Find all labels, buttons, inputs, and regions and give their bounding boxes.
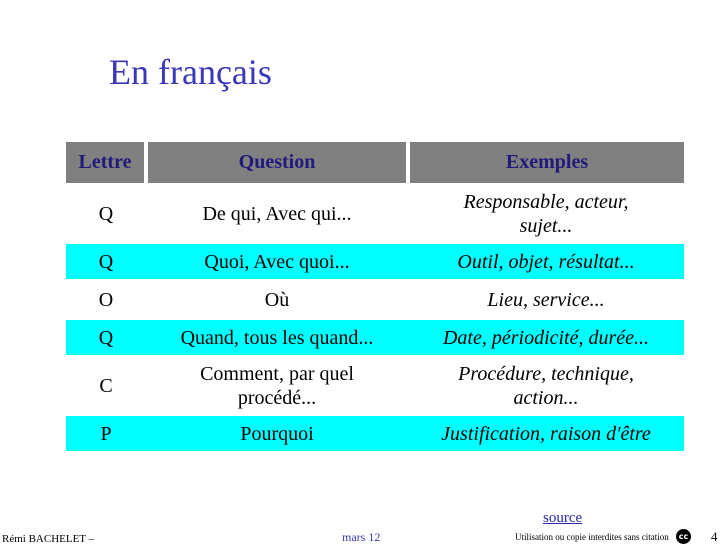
footer-author: Rémi BACHELET – xyxy=(2,533,95,545)
header-question: Question xyxy=(146,142,408,185)
row-question xyxy=(146,357,408,415)
footer-copyright: Utilisation ou copie interdites sans citation xyxy=(515,532,669,542)
row-example-text: Responsable, acteur, sujet... xyxy=(463,190,629,237)
row-question: Pourquoi xyxy=(146,415,408,453)
row-letter: Q xyxy=(66,243,146,281)
table-row xyxy=(66,357,684,415)
table-row xyxy=(66,185,684,243)
footer-date: mars 12 xyxy=(342,530,381,544)
row-example: Lieu, service... xyxy=(408,281,684,319)
qqoqcp-table xyxy=(66,142,684,454)
creative-commons-icon: cc xyxy=(676,529,691,544)
row-letter: P xyxy=(66,415,146,453)
row-example-text: Procédure, technique, action... xyxy=(458,362,634,409)
row-question: De qui, Avec qui... xyxy=(146,185,408,243)
slide-title: En français xyxy=(109,52,272,92)
row-question: Quand, tous les quand... xyxy=(146,319,408,357)
row-letter: C xyxy=(66,357,146,415)
row-letter: O xyxy=(66,281,146,319)
row-question: Quoi, Avec quoi... xyxy=(146,243,408,281)
row-example xyxy=(408,357,684,415)
row-example: Justification, raison d'être xyxy=(408,415,684,453)
header-letter: Lettre xyxy=(66,142,146,185)
table-header-row xyxy=(66,142,684,185)
table-row xyxy=(66,281,684,319)
header-examples: Exemples xyxy=(408,142,684,185)
source-link[interactable]: source xyxy=(543,510,583,526)
row-example: Outil, objet, résultat... xyxy=(408,243,684,281)
table-row xyxy=(66,243,684,281)
row-question-text: Comment, par quel procédé... xyxy=(200,362,354,409)
table-row xyxy=(66,319,684,357)
table-row xyxy=(66,415,684,453)
row-letter: Q xyxy=(66,319,146,357)
row-example: Date, périodicité, durée... xyxy=(408,319,684,357)
row-example xyxy=(408,185,684,243)
row-letter: Q xyxy=(66,185,146,243)
page-number: 4 xyxy=(711,529,718,544)
row-question: Où xyxy=(146,281,408,319)
